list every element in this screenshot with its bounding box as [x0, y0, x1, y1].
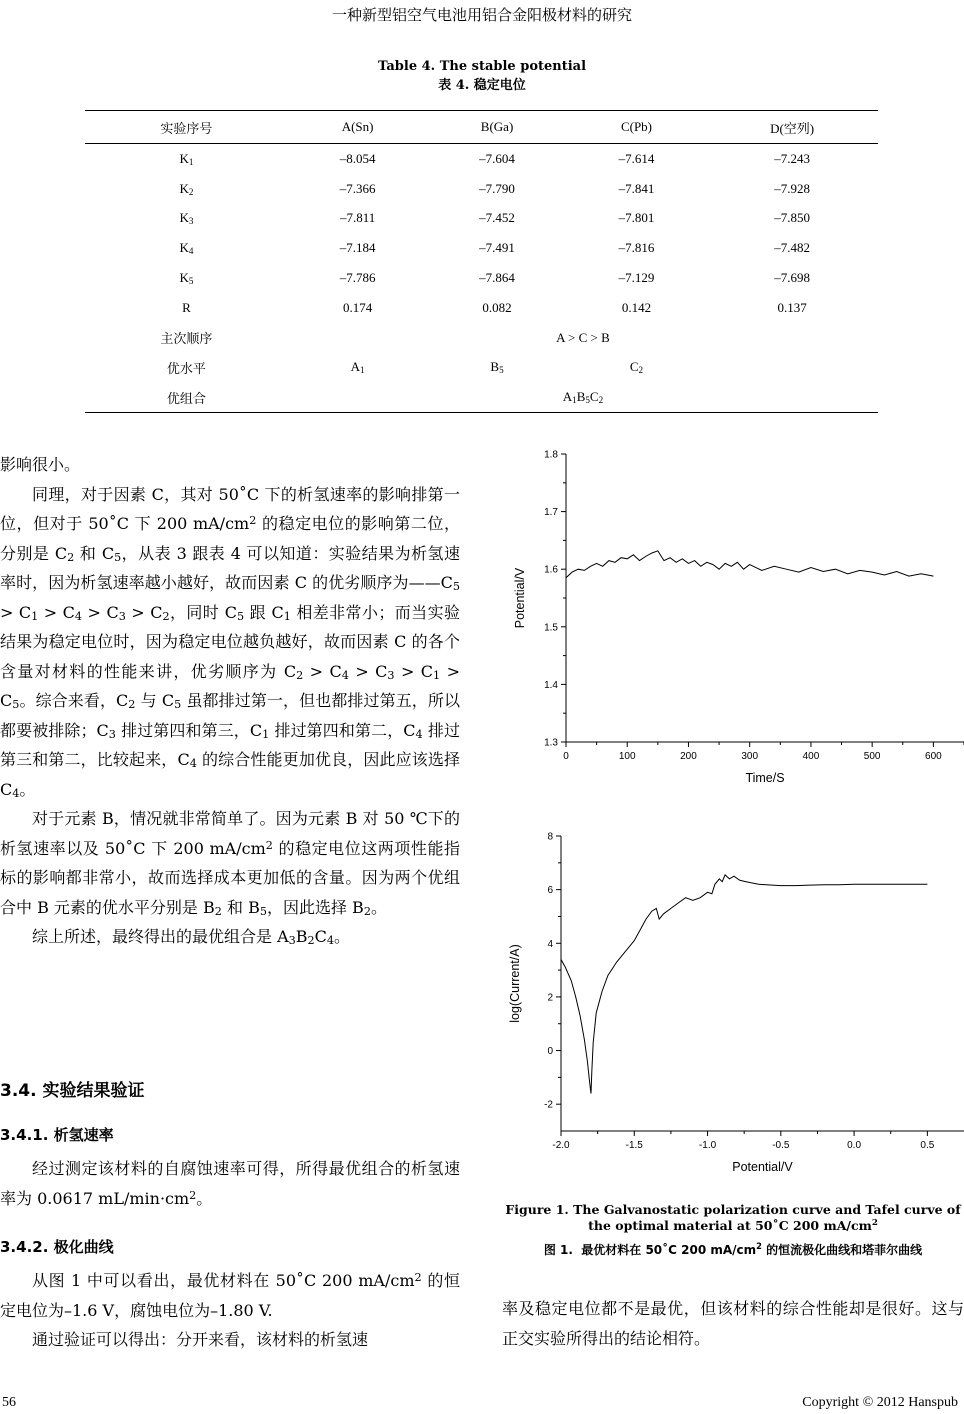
row-label: 优水平 — [166, 360, 206, 376]
table-caption-en: Table 4. The stable potential — [377, 59, 587, 74]
y-tick-label: 1.8 — [544, 449, 558, 461]
section-heading-3-4-2: 3.4.2. 极化曲线 — [0, 1238, 114, 1256]
y-tick-label: 6 — [547, 885, 553, 897]
header-cell: D(空列) — [706, 111, 878, 144]
table-row — [85, 353, 878, 383]
y-tick-label: 2 — [547, 992, 553, 1004]
x-axis-label: Potential/V — [732, 1160, 793, 1174]
y-tick-label: 0 — [547, 1046, 553, 1058]
x-tick-label: 500 — [863, 751, 881, 762]
stable-potential-table — [85, 110, 878, 413]
table-cell: –7.614 — [618, 150, 655, 166]
y-axis-label: log(Current/A) — [508, 944, 522, 1023]
x-tick-label: 200 — [680, 751, 697, 762]
x-tick-label: -1.0 — [698, 1140, 717, 1151]
table-cell: –7.129 — [618, 270, 655, 286]
paragraph-hydrogen-rate: 经过测定该材料的自腐蚀速率可得，所得最优组合的析氢速率为 0.0617 $mL/\min\cdot cm^2$。 — [0, 1159, 460, 1208]
table-cell: –7.801 — [618, 210, 655, 226]
x-tick-label: -0.5 — [772, 1140, 790, 1151]
x-tick-label: 100 — [618, 751, 636, 762]
table-row — [85, 233, 878, 263]
row-label: $K_4$ — [179, 240, 194, 257]
x-tick-label: 0 — [563, 751, 569, 762]
y-tick-label: 8 — [547, 831, 553, 843]
row-label: $K_2$ — [179, 180, 194, 197]
table-cell: 0.142 — [621, 299, 652, 315]
table-cell: –7.482 — [774, 240, 810, 256]
paragraph: 影响很小。 — [0, 455, 81, 474]
y-axis-label: Potential/V — [513, 567, 527, 629]
y-tick-label: 1.6 — [544, 564, 558, 576]
row-label: $K_5$ — [179, 270, 194, 287]
figure-caption-en: Figure 1. The Galvanostatic polarization curve and Tafel curve of the optimal material at 50˚C 200 $mA/cm^2$ — [505, 1202, 961, 1233]
header-cell: C(Pb) — [567, 111, 706, 144]
table-row — [85, 382, 878, 412]
table-cell: –7.243 — [774, 150, 810, 166]
table-cell: 0.174 — [342, 299, 373, 315]
table-cell: –7.604 — [479, 150, 515, 166]
table-row — [85, 323, 878, 353]
table-cell: –7.790 — [479, 180, 515, 196]
table-row — [85, 174, 878, 204]
factor-order-cell: A > C > B — [556, 329, 610, 345]
paragraph: 综上所述，最终得出的最优组合是 $A_3B_2C_4$。 — [32, 927, 351, 947]
row-label: 主次顺序 — [160, 331, 213, 347]
y-tick-label: 1.5 — [544, 622, 558, 634]
table-cell: –7.786 — [339, 270, 376, 286]
table-cell: –7.864 — [479, 270, 515, 286]
row-label: $K_1$ — [179, 150, 194, 167]
section-heading-3-4: 3.4. 实验结果验证 — [0, 1081, 145, 1101]
table-cell: $A_1$ — [350, 359, 365, 376]
x-tick-label: -2.0 — [552, 1140, 570, 1151]
copyright: Copyright © 2012 Hanspub — [802, 1395, 958, 1410]
table-cell: –7.366 — [339, 180, 376, 196]
table-cell: –7.811 — [339, 210, 376, 226]
table-row — [85, 263, 878, 293]
y-tick-label: 4 — [547, 938, 553, 950]
table-cell: –7.491 — [479, 240, 515, 256]
row-label: $K_3$ — [179, 210, 194, 227]
header-cell: A(Sn) — [288, 111, 427, 144]
paragraph: 对于元素 B，情况就非常简单了。因为元素 B 对 50 ℃下的析氢速率以及 50˚C 下 200 $mA/cm^2$ 的稳定电位这两项性能指标的影响都非常小，故而选择成本更加低的含量。因为两个优组合中 B 元素的优水平分别是 $B_2$ 和 $B_5$，因此选择 $B_2$。 — [0, 809, 460, 918]
page-number: 56 — [2, 1395, 16, 1410]
x-tick-label: 400 — [802, 751, 820, 762]
section-heading-3-4-1: 3.4.1. 析氢速率 — [0, 1126, 114, 1144]
x-axis-label: Time/S — [745, 771, 785, 785]
row-label: 优组合 — [85, 382, 288, 412]
x-tick-label: 0.5 — [920, 1140, 935, 1151]
header-cell: B(Ga) — [427, 111, 566, 144]
table-cell: $B_5$ — [490, 359, 504, 376]
table-cell: –7.850 — [774, 210, 810, 226]
data-line — [566, 551, 933, 578]
table-cell: –7.816 — [618, 240, 655, 256]
x-tick-label: 600 — [925, 751, 942, 762]
table-cell: $C_2$ — [629, 359, 644, 376]
left-column — [0, 450, 460, 952]
table-cell: –7.841 — [618, 180, 655, 196]
table-cell: –7.928 — [774, 180, 810, 196]
table-cell: 0.137 — [777, 299, 807, 315]
table-cell: 0.082 — [482, 299, 512, 315]
x-tick-label: 300 — [741, 751, 759, 762]
x-tick-label: 0.0 — [847, 1140, 862, 1151]
table-row — [85, 204, 878, 234]
table-cell: –8.054 — [339, 150, 376, 166]
y-tick-label: -2 — [544, 1099, 553, 1111]
right-column-paragraph: 率及稳定电位都不是最优，但该材料的综合性能却是很好。这与正交实验所得出的结论相符。 — [502, 1299, 964, 1348]
optimal-combo-cell: $A_1B_5C_2$ — [288, 382, 878, 412]
paragraph: 同理，对于因素 C，其对 50˚C 下的析氢速率的影响排第一位，但对于 50˚C 下 200 $mA/cm^2$ 的稳定电位的影响第二位，分别是 $C_2$ 和 $C_5$，从表 3 跟表 4 可以知道：实验结果为析氢速率时，因为析氢速率越小越好，故而因素 C 的优劣顺序为$——C_5 > C_1 > C_4 > C_3 > C_2$，同时 $C_5$ 跟 $C_1$ 相差非常小；而当实验结果为稳定电位时，因为稳定电位越负越好，故而因素 C 的各个含量对材料的性能来讲，优劣顺序为 $C_2 > C_4 > C_3 > C_1 > C_5$。综合来看，$C_2$ 与 $C_5$ 虽都排过第一，但也都排过第五，所以都要被排除；$C_3$ 排过第四和第三，$C_1$ 排过第四和第二，$C_4$ 排过第三和第二，比较起来，$C_4$ 的综合性能更加优良，因此应该选择 $C_4$。 — [0, 484, 461, 800]
header-cell: 实验序号 — [85, 111, 288, 144]
figure-caption-cn: 图 1. 最优材料在 50˚C 200 $mA/cm^2$ 的恒流极化曲线和塔菲尔曲线 — [543, 1241, 923, 1257]
paragraph-polarization: 从图 1 中可以看出，最优材料在 50˚C 200 $mA/cm^2$ 的恒定电位为–1.6 V，腐蚀电位为–1.80 V. 通过验证可以得出：分开来看，该材料的析氢速 — [0, 1271, 460, 1349]
table-cell — [706, 353, 878, 383]
table-caption-cn: 表 4. 稳定电位 — [438, 78, 526, 93]
y-tick-label: 1.3 — [544, 737, 558, 749]
galvanostatic-chart — [500, 440, 964, 795]
table-cell: –7.698 — [774, 270, 810, 286]
table-header-row — [85, 111, 878, 144]
running-head: 一种新型铝空气电池用铝合金阳极材料的研究 — [331, 6, 632, 24]
table-cell: –7.184 — [339, 240, 376, 256]
tafel-chart — [500, 822, 964, 1182]
row-label: R — [182, 299, 191, 315]
y-tick-label: 1.7 — [544, 507, 558, 519]
table-row — [85, 144, 878, 174]
table-row — [85, 293, 878, 323]
data-line — [561, 875, 927, 1094]
table-cell: –7.452 — [479, 210, 515, 226]
y-tick-label: 1.4 — [544, 679, 558, 691]
x-tick-label: -1.5 — [625, 1140, 643, 1151]
